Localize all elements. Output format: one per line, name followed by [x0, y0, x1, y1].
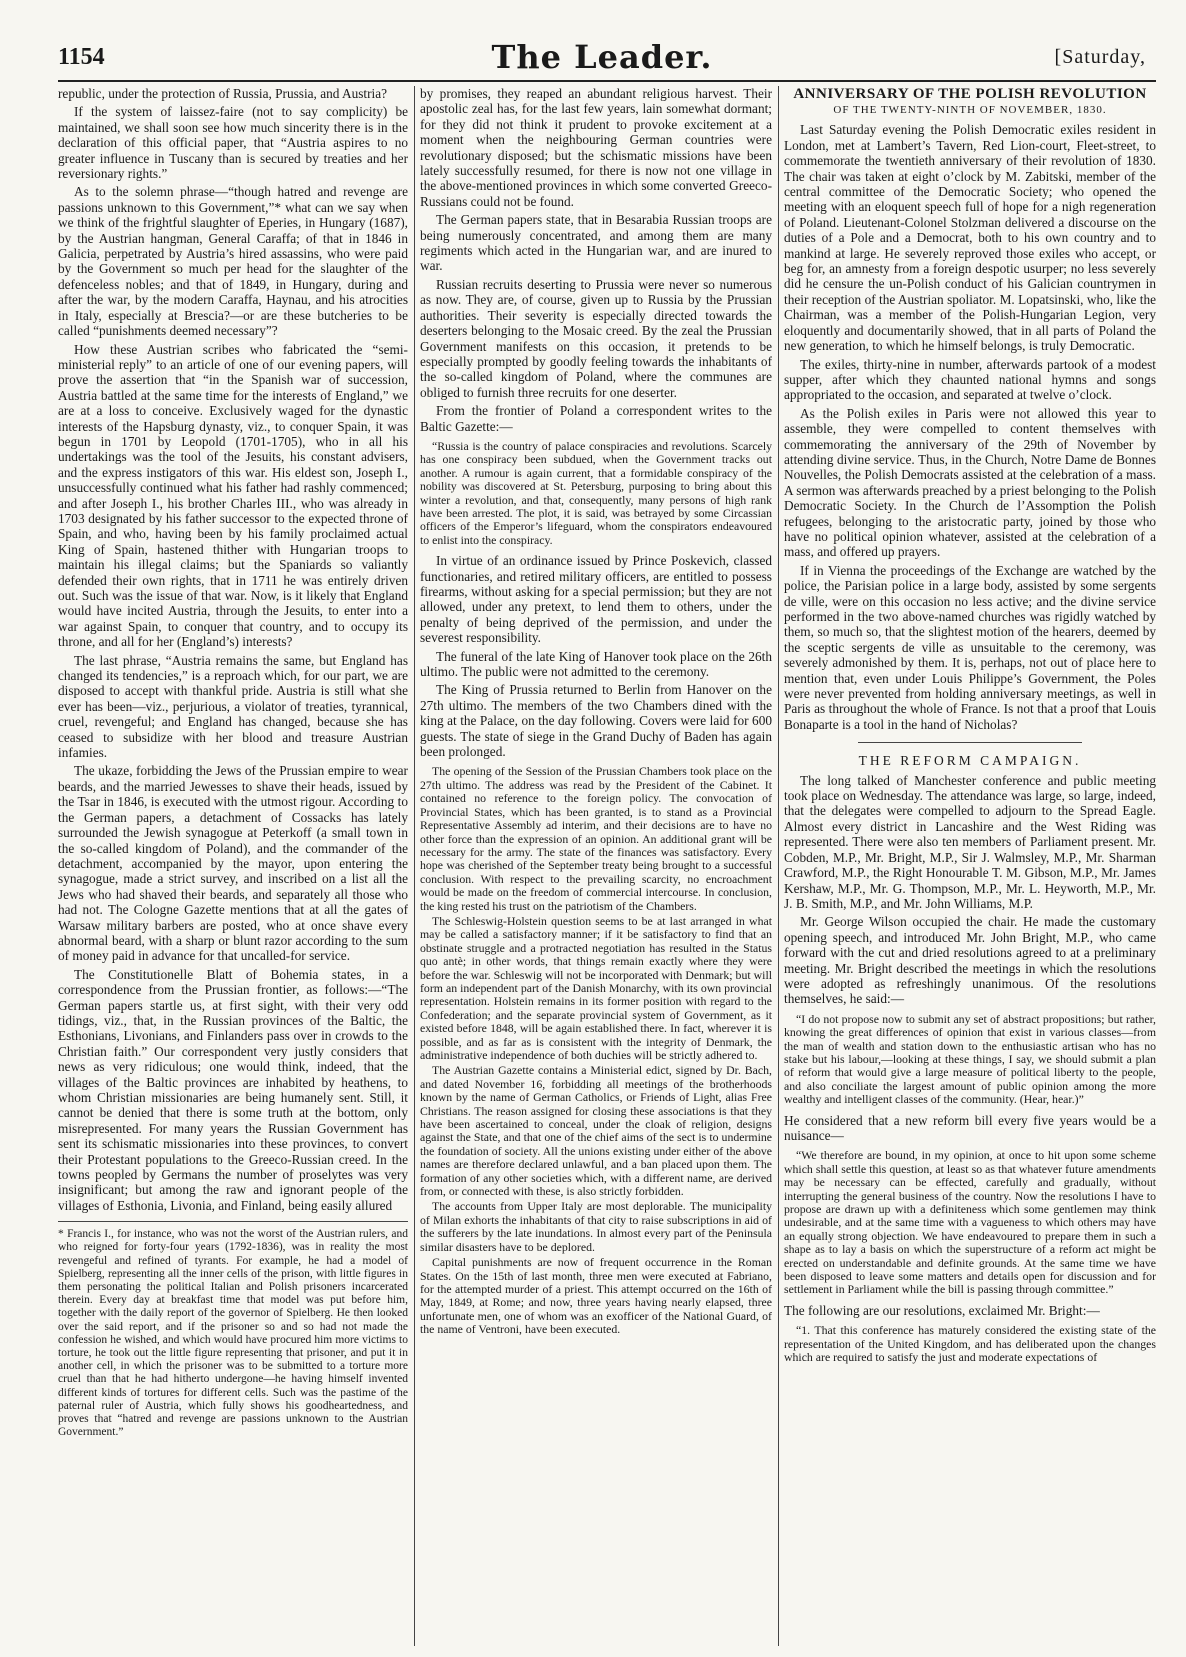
small-print-section [420, 765, 772, 1336]
footnote: * Francis I., for instance, who was not the worst of the Austrian rulers, and who reigned for forty-four years (1792-1836), was in reality the most revengeful and refined of tyrants. For example, he had a model of Spielberg, representing all the inner cells of the prison, with little figures in them personating the political Italian and Polish prisoners incarcerated therein. Every day at breakfast time that model was put before him, together with the daily report of the governor of Spielberg. He then looked over the said report, and if the prisoner so and so had not made the confession he wished, and which would have procured him more victims to torture, he took out the little figure representing that prisoner, and put it in another cell, in which the prisoner was to be submitted to a torture more cruel than that he had hitherto undergone—he having himself invented different kinds of tortures for different cells. Such was the pastime of the paternal ruler of Austria, which fully shows his goodheartedness, and proves that “hatred and revenge are passions unknown to the Austrian Government.” [58, 1221, 408, 1439]
paragraph: If the system of laissez-faire (not to say complicity) be maintained, we shall soon see how much sincerity there is in the declaration of this official paper, that “Austria aspires to no greater influence in Tuscany than is secured by treaties and her reversionary rights.” [58, 104, 408, 182]
article-heading: ANNIVERSARY OF THE POLISH REVOLUTION [793, 86, 1147, 102]
quotation [420, 440, 772, 547]
quote-paragraph: “Russia is the country of palace conspiracies and revolutions. Scarcely has one conspiracy been subdued, when the Government tracks out another. A rumour is again current, that a formidable conspiracy of the nobility was discovered at St. Petersburg, purposing to bring about this winter a revolution, and that, consequently, many persons of high rank have been arrested. The plot, it is said, was betrayed by some Circassian officers of the Emperor’s lifeguard, whom the conspirators endeavoured to enlist into the conspiracy. [420, 438, 772, 547]
paragraph: The exiles, thirty-nine in number, afterwards partook of a modest supper, after which they chaunted national hymns and songs appropriated to the occasion, and separated at twelve o’clock. [784, 356, 1156, 403]
quote-paragraph: “We therefore are bound, in my opinion, at once to hit upon some scheme which shall settle this question, at least so as that whatever future amendments may be necessary can be effected, carefully and gradually, without interrupting the general business of the country. Now the resolutions I have to propose are drawn up with a definiteness which some gentlemen may think undesirable, and at the same time with a vagueness to which others may have an equally strong objection. We have endeavoured to prepare them in such a shape as to lay a basis on which the superstructure of a reform act might be erected on understandable and definite grounds. At the same time we have been disposed to leave some matters and details open for discussion and for settlement in Parliament while the bill is passing through committee.” [784, 1148, 1156, 1297]
paragraph: The Austrian Gazette contains a Ministerial edict, signed by Dr. Bach, and dated November 16, forbidding all meetings of the brotherhoods known by the name of German Catholics, or Friends of Light, alias Free Christians. The reason assigned for closing these associations is that they have been ascertained to conceal, under the cloak of religion, designs against the State, and that one of the chief aims of the sect is to undermine the foundation of society. All the unions existing under either of the above names are therefore declared unlawful, and a ban placed upon them. The formation of any other societies which, with a different name, are derived from, or connected with these, is also strictly forbidden. [420, 1063, 772, 1199]
quote-paragraph: “1. That this conference has maturely considered the existing state of the representation of the United Kingdom, and has deliberated upon the changes which are required to satisfy the just and moderate expectations of [784, 1323, 1156, 1365]
article-subheading: OF THE TWENTY-NINTH OF NOVEMBER, 1830. [833, 104, 1107, 116]
paragraph: republic, under the protection of Russia, Prussia, and Austria? [58, 86, 388, 101]
paragraph: The following are our resolutions, exclaimed Mr. Bright:— [784, 1302, 1100, 1318]
paragraph: The ukaze, forbidding the Jews of the Prussian empire to wear beards, and the married Jewesses to shave their heads, issued by the Tsar in 1846, is executed with the utmost rigour. According to the German papers, a detachment of Cossacks has lately surrounded the Jewish synagogue at Peterkoff (a small town in the so-called kingdom of Poland), and the commander of the detachment, accompanied by the mayor, upon entering the synagogue, made a strict survey, and inscribed on a list all the Jews who had shaved their beards, and separately all those who had not. The Cologne Gazette mentions that at all the gates of Warsaw military barbers are posted, who at once shave every abnormal beard, with a sharp or blunt razor according to the sum of money paid in advance for that uncalled-for service. [58, 763, 408, 964]
paragraph: Mr. George Wilson occupied the chair. He made the customary opening speech, and introduced Mr. John Bright, M.P., who came forward with the cut and dried resolutions agreed to at a preliminary meeting. Mr. Bright described the meetings in which the resolutions were adopted as refreshingly unanimous. Of the resolutions themselves, he said:— [784, 914, 1156, 1007]
masthead-title: The Leader. [491, 38, 713, 76]
paragraph: He considered that a new reform bill every five years would be a nuisance— [784, 1112, 1156, 1143]
paragraph: In virtue of an ordinance issued by Prince Poskevich, classed functionaries, and retired military officers, are entitled to possess firearms, without asking for a special permission; but they are not allowed, under any pretext, to lend them to others, under the penalty of being deprived of the permission, and under the severest responsibility. [420, 553, 772, 646]
paragraph: The opening of the Session of the Prussian Chambers took place on the 27th ultimo. The address was read by the President of the Cabinet. It contained no reference to the foreign policy. The convocation of Provincial States, which has been granted, is to stand as a Provincial Representative Assembly ad interim, and their decisions are to have no other force than the expression of an opinion. An additional grant will be necessary for the army. The state of the finances was satisfactory. Every hope was cherished of the September treaty being brought to a successful conclusion. With respect to the prevailing scarcity, no encroachment would be made on the freedom of commercial intercourse. In conclusion, the king rested his trust on the patriotism of the Chambers. [420, 764, 772, 913]
column-3 [784, 86, 1156, 1646]
paragraph: The last phrase, “Austria remains the same, but England has changed its tendencies,” is a reproach which, for our part, we are disposed to accept with thankful pride. Austria is still what she ever has been—viz., perjurious, a violator of treaties, tyrannical, cruel, revengeful; and England has changed, because she has ceased to subsidize with her blood and treasure Austrian infamies. [58, 652, 408, 761]
paragraph: The German papers state, that in Besarabia Russian troops are being numerously concentrated, and among them are many regiments which acted in the Hungarian war, and are inured to war. [420, 212, 772, 274]
quotation [784, 1013, 1156, 1107]
article-heading: THE REFORM CAMPAIGN. [858, 753, 1082, 769]
paragraph: As the Polish exiles in Paris were not allowed this year to assemble, they were compelled to content themselves with commemorating the anniversary of the 29th of November by attending divine service. Thus, in the Church, Notre Dame de Bonnes Nouvelles, the Polish Democrats assisted at the celebration of a mass. A sermon was afterwards preached by a priest belonging to the Polish Democratic Society. In the Church de l’Assomption the Polish refugees, belonging to the aristocratic party, joined by those who have no political opinion whatever, assisted at the celebration of a mass, and offered up prayers. [784, 405, 1156, 560]
page-number: 1154 [58, 44, 105, 70]
column-2 [420, 86, 772, 1646]
section-rule [858, 742, 1081, 743]
paragraph: The funeral of the late King of Hanover took place on the 26th ultimo. The public were not admitted to the ceremony. [420, 648, 772, 680]
quotation [784, 1149, 1156, 1296]
paragraph: The Schleswig-Holstein question seems to be at last arranged in what may be called a satisfactory manner; if it be satisfactory to find that an obstinate struggle and a protracted negotiation has resulted in the Status quo antè; in other words, that things remain exactly where they were before the war. Schleswig will not be incorporated with Denmark; but will form an independent part of the Danish Monarchy, with its own provincial representation. Holstein remains in its former position with regard to the Confederation; and the separate provincial system of Government, as it existed before 1848, will be again established there. In fact, wherever it is possible, and as far as is consistent with the integrity of Denmark, the administrative independence of both duchies will be strictly adhered to. [420, 913, 772, 1062]
paragraph: Last Saturday evening the Polish Democratic exiles resident in London, met at Lambert’s Tavern, Red Lion-court, Fleet-street, to commemorate the twentieth anniversary of their revolution of 1830. The chair was taken at eight o’clock by M. Zabitski, member of the central committee of the Democratic Society; who opened the meeting with an eloquent speech full of hope for a nigh regeneration of Poland. Lieutenant-Colonel Stolzman delivered a discourse on the duties of a Pole and a Democrat, both to his own country and to mankind at large. He severely reproved those exiles who accept, or beg for, an amnesty from a foreign despotic usurper; no less severely did he censure the un-Polish conduct of his Galician countrymen in their reception of the Austrian spoliator. M. Lopatsinski, who, like the Chairman, was a member of the Polish-Hungarian Legion, very eloquently and documentarily showed, that in all parts of Poland the new generation, to which he himself belongs, is truly Democratic. [784, 122, 1156, 354]
header-day: [Saturday, [1054, 46, 1146, 68]
paragraph: The long talked of Manchester conference and public meeting took place on Wednesday. The attendance was large, so large, indeed, that the delegates were compelled to adjourn to the Spread Eagle. Almost every district in Lancashire and the West Riding was represented. There were also ten members of Parliament present. Mr. Cobden, M.P., Mr. Bright, M.P., Sir J. Walmsley, M.P., Mr. Sharman Crawford, M.P., the Right Honourable T. M. Gibson, M.P., Mr. James Kershaw, M.P., Mr. G. Thompson, M.P., Mr. L. Heyworth, M.P., Mr. J. B. Smith, M.P., and Mr. John Williams, M.P. [784, 772, 1156, 911]
paragraph: Russian recruits deserting to Prussia were never so numerous as now. They are, of course, given up to Russia by the Prussian authorities. Their severity is especially directed towards the deserters belonging to the Mosaic creed. By the zeal the Prussian Government manifests on this occasion, it pretends to be especially prompted by goodly feeling towards the inhabitants of the so-called kingdom of Poland, where the communes are obliged to furnish three recruits for one deserter. [420, 276, 772, 400]
paragraph: The accounts from Upper Italy are most deplorable. The municipality of Milan exhorts the inhabitants of that city to raise subscriptions in aid of the sufferers by the late inundations. In almost every part of the Peninsula similar disasters have to be deplored. [420, 1199, 772, 1254]
column-divider [414, 86, 415, 1646]
paragraph: If in Vienna the proceedings of the Exchange are watched by the police, the Parisian police in a large body, assisted by some sergents de ville, were on this occasion no less active; and the divine service performed in the two above-named churches was rigidly watched by them, so much so, that the slightest motion of the hearers, deemed by the sceptic sergents de ville as unsuitable to the ceremony, was severely admonished by them. It is, perhaps, not out of place here to mention that, even under Louis Philippe’s Government, the Poles were never prevented from holding anniversary meetings, as well in Paris as throughout the whole of France. Is not that a proof that Louis Bonaparte is a tool in the hand of Nicholas? [784, 562, 1156, 732]
paragraph: The Constitutionelle Blatt of Bohemia states, in a correspondence from the Prussian frontier, as follows:—“The German papers startle us, at first sight, with their very odd tidings, viz., that, in the Russian provinces of the Baltic, the Esthonians, Livonians, and Finlanders pass over in crowds to the Christian faith.” Our correspondent very justly considers that news as very ridiculous; one would think, indeed, that the villages of the Baltic provinces are inhabited by heathens, to whom Christian missionaries are being humanely sent. Still, it cannot be denied that there is some truth at the bottom, only misrepresented. For many years the Russian Government has sent its schismatic missionaries into these provinces, to convert their Protestant populations to the Greeco-Russian creed. In the towns peopled by Germans the number of proselytes was very insignificant; but among the raw and ignorant people of the villages of Esthonia, Livonia, and Finland, being easily allured [58, 966, 408, 1213]
column-1 [58, 86, 408, 1646]
page-header [58, 38, 1146, 78]
paragraph: How these Austrian scribes who fabricated the “semi-ministerial reply” to an article of one of our evening papers, will prove the assertion that “in the Spanish war of succession, Austria battled at the same time for the interests of England,” we are at a loss to conceive. Exclusively waged for the dynastic interests of the Hapsburg dynasty, viz., to conquer Spain, it was begun in 1701 by Leopold (1701-1705), who in all his undertakings was the tool of the Jesuits, his constant advisers, and the express instigators of this war. His eldest son, Joseph I., unsuccessfully continued what his father had rashly commenced; and after Joseph I., his brother Charles III., who was already in 1703 designated by his father successor to the expected throne of Spain, and who, having been by his family proclaimed actual King of Spain, hastened thither with Hungarian troops to maintain his illegal claims; but the Spaniards so valiantly defended their own rights, that in 1711 he was entirely driven out. Such was the issue of that war. Now, is it likely that England would have incited Austria, through the Jesuits, to enter into a war against Spain, to conquer that country, and to occupy its throne, and all for her (England’s) interests? [58, 341, 408, 650]
quotation [784, 1324, 1156, 1364]
header-rule [58, 80, 1156, 82]
paragraph: From the frontier of Poland a correspondent writes to the Baltic Gazette:— [420, 403, 772, 434]
column-divider [778, 86, 779, 1646]
paragraph: by promises, they reaped an abundant religious harvest. Their apostolic zeal has, for the last few years, lain somewhat dormant; for they did not think it prudent to provoke excitement at a moment when the neighbouring German countries were revolutionary disposed; but the schismatic missions have been lately successfully resumed, for there is now not one village in the above-mentioned provinces in which some converted Greeco-Russians could not be found. [420, 86, 772, 209]
paragraph: The King of Prussia returned to Berlin from Hanover on the 27th ultimo. The members of the two Chambers dined with the king at the Palace, on the day following. Covers were laid for 600 guests. The state of siege in the Grand Duchy of Baden has again been prolonged. [420, 682, 772, 760]
quote-paragraph: “I do not propose now to submit any set of abstract propositions; but rather, knowing the great differences of opinion that exist in various classes—from the man of wealth and station down to the enthusiastic artisan who has no stake but his labour,—looking at these things, I say, we should submit a plan of reform that would give a large measure of political liberty to the people, and also conciliate the largest amount of public opinion among the more wealthy and intelligent classes of the community. (Hear, hear.)” [784, 1011, 1156, 1107]
paragraph: Capital punishments are now of frequent occurrence in the Roman States. On the 15th of last month, three men were executed at Fabriano, for the attempted murder of a priest. This attempt occurred on the 16th of May, 1849, at Rome; and now, three years having nearly elapsed, three unfortunate men, one of whom was an exofficer of the National Guard, of the name of Ventroni, have been executed. [420, 1255, 772, 1337]
paragraph: As to the solemn phrase—“though hatred and revenge are passions unknown to this Government,”* what can we say when we think of the frightful slaughter of Eperies, in Hungary (1687), by the Austrian hangman, General Caraffa; of that in 1846 in Galicia, perpetrated by Austria’s hired assassins, who were paid by the Government so much per head for the slaughter of the defenceless nobles; and that of 1849, in Hungary, during and after the war, by the modern Caraffa, Haynau, and his atrocities in Italy, especially at Brescia?—or are these butcheries to be called “punishments deemed necessary”? [58, 184, 408, 339]
